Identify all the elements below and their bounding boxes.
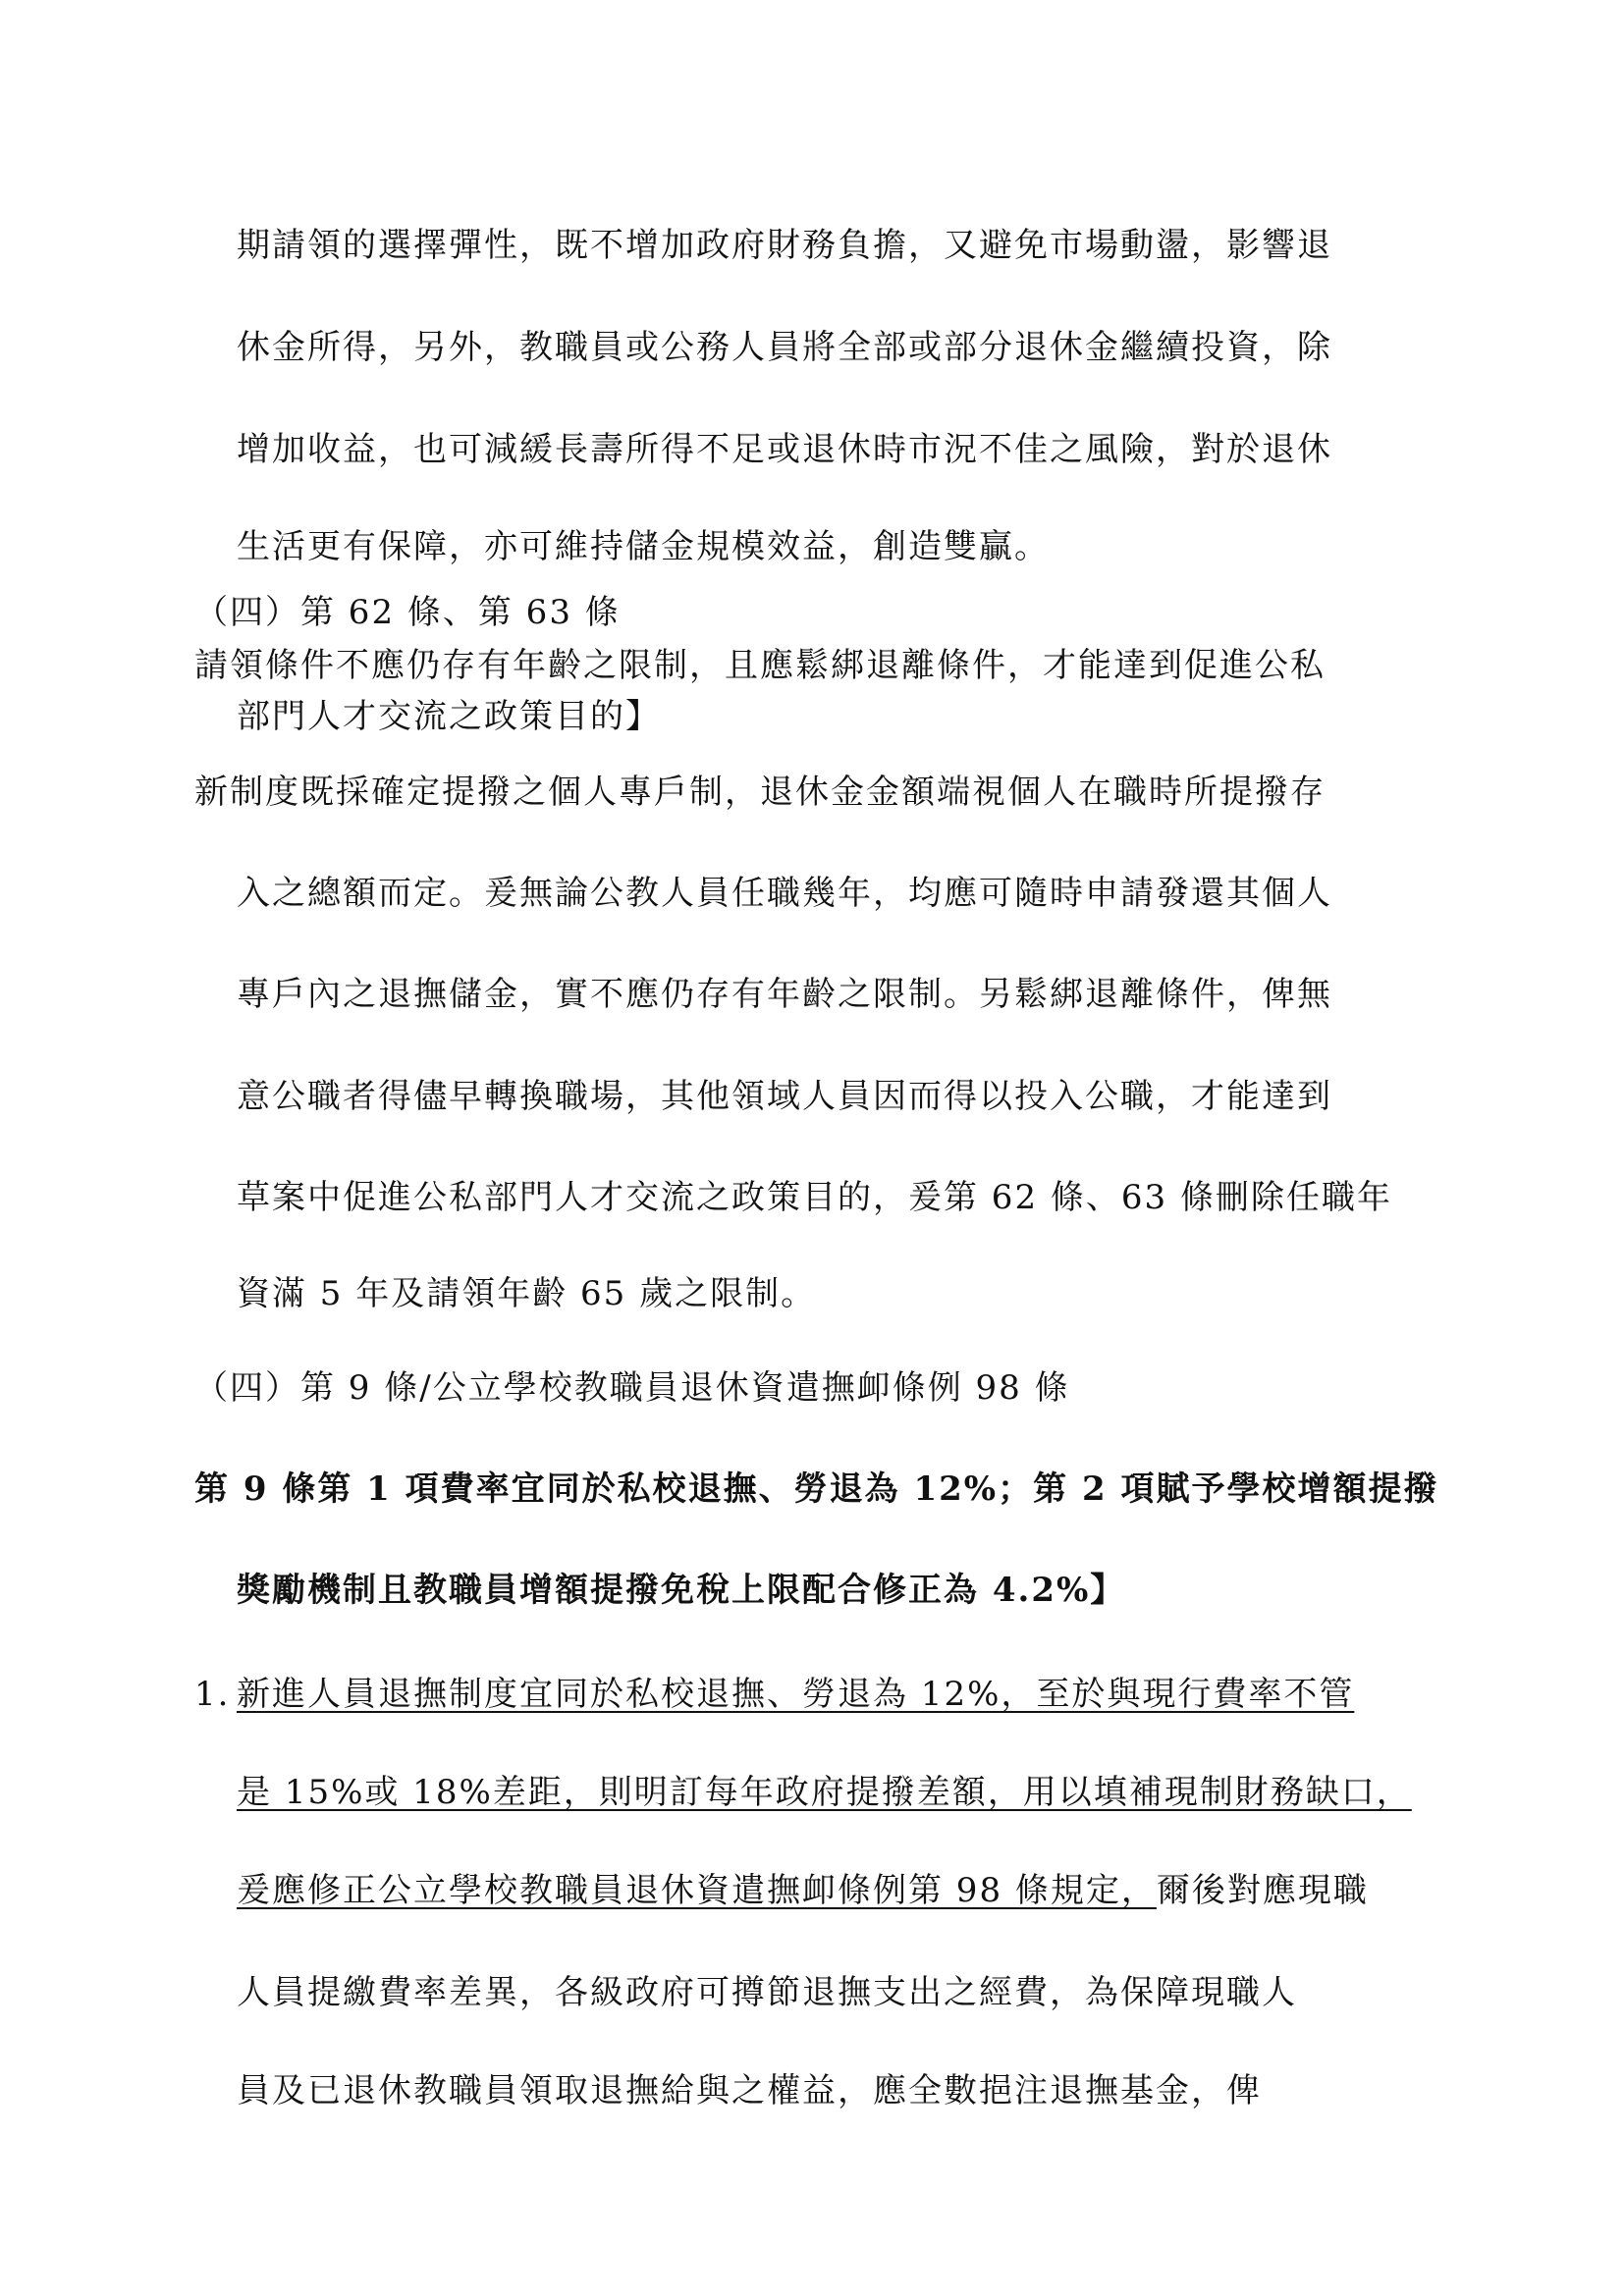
list-item-number: 1. [194, 1675, 231, 1714]
note-line: 請領條件不應仍存有年齡之限制，且應鬆綁退離條件，才能達到促進公私 [194, 646, 1326, 685]
paragraph-line: 休金所得，另外，教職員或公務人員將全部或部分退休金繼續投資，除 [237, 328, 1332, 367]
list-item-line: 員及已退休教職員領取退撫給與之權益，應全數挹注退撫基金，俾 [237, 2071, 1262, 2110]
list-item-line [237, 1871, 1369, 1910]
section-heading: （四）第 62 條、第 63 條 [194, 593, 621, 632]
paragraph-line: 專戶內之退撫儲金，實不應仍存有年齡之限制。另鬆綁退離條件，俾無 [237, 975, 1332, 1014]
paragraph-line: 新制度既採確定提撥之個人專戶制，退休金金額端視個人在職時所提撥存 [194, 773, 1326, 812]
paragraph-line: 期請領的選擇彈性，既不增加政府財務負擔，又避免市場動盪，影響退 [237, 226, 1332, 265]
paragraph-line: 生活更有保障，亦可維持儲金規模效益，創造雙贏。 [237, 527, 1050, 566]
paragraph-line: 增加收益，也可減緩長壽所得不足或退休時市況不佳之風險，對於退休 [237, 430, 1332, 469]
plain-text: 爾後對應現職 [1156, 1871, 1369, 1910]
paragraph-line: 入之總額而定。爰無論公教人員任職幾年，均應可隨時申請發還其個人 [237, 874, 1332, 913]
note-line: 部門人才交流之政策目的】 [237, 697, 661, 736]
paragraph-line: 草案中促進公私部門人才交流之政策目的，爰第 62 條、63 條刪除任職年 [237, 1178, 1392, 1217]
list-item-line: 是 15%或 18%差距，則明訂每年政府提撥差額，用以填補現制財務缺口， [237, 1773, 1412, 1812]
underlined-text: 爰應修正公立學校教職員退休資遣撫卹條例第 98 條規定， [237, 1871, 1157, 1910]
paragraph-line: 意公職者得儘早轉換職場，其他領域人員因而得以投入公職，才能達到 [237, 1077, 1332, 1116]
list-item-line: 新進人員退撫制度宜同於私校退撫、勞退為 12%，至於與現行費率不管 [237, 1675, 1355, 1714]
paragraph-line: 資滿 5 年及請領年齡 65 歲之限制。 [237, 1274, 817, 1313]
list-item-line: 人員提繳費率差異，各級政府可撙節退撫支出之經費，為保障現職人 [237, 1973, 1297, 2012]
section-heading: （四）第 9 條/公立學校教職員退休資遣撫卹條例 98 條 [194, 1368, 1070, 1408]
bold-note-line: 第 9 條第 1 項費率宜同於私校退撫、勞退為 12%；第 2 項賦予學校增額提撥 [194, 1469, 1439, 1509]
bold-note-line: 獎勵機制且教職員增額提撥免稅上限配合修正為 4.2%】 [237, 1571, 1126, 1610]
